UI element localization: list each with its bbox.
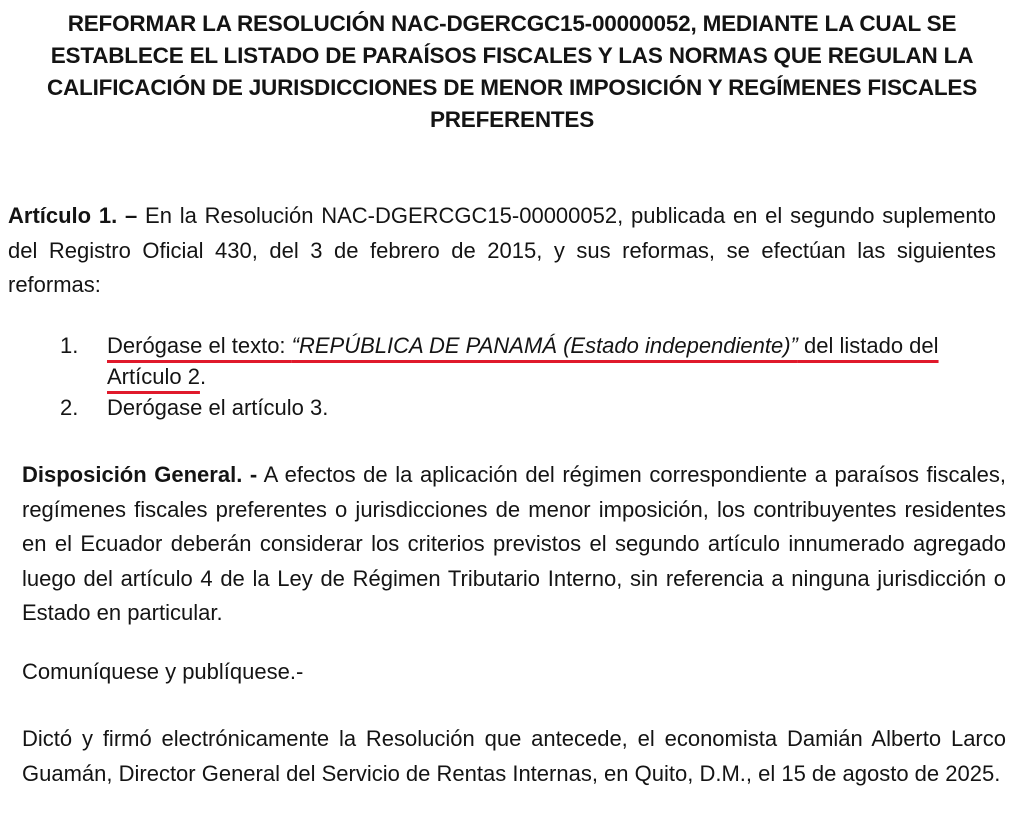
article-1-text: En la Resolución NAC-DGERCGC15-00000052, publicada en el segundo suplemento del Registro Oficial 430, del 3 de febrero de 2015, y sus reformas, se efectúan las siguientes reformas: [8, 203, 997, 297]
list-item [60, 330, 1005, 392]
signature-paragraph: Dictó y firmó electrónicamente la Resolución que antecede, el economista Damián Alberto Larco Guamán, Director General del Servicio de Rentas Internas, en Quito, D.M., el 15 de agosto de 2025. [22, 726, 1006, 786]
list-item-number: 2. [60, 395, 79, 420]
closing-line: Comuníquese y publíquese.- [22, 659, 304, 684]
general-provision-paragraph [22, 458, 1006, 631]
list-item [60, 392, 1005, 423]
highlighted-reform-text [107, 333, 939, 389]
reform-2-text: Derógase el artículo 3. [107, 395, 329, 420]
reforms-list [60, 330, 1005, 423]
reform-1-trailing: . [199, 364, 207, 389]
reform-1-text-after: del listado del Artículo 2 [107, 333, 939, 389]
article-1-paragraph [8, 199, 996, 303]
general-provision-text: A efectos de la aplicación del régimen correspondiente a paraísos fiscales, regímenes fiscales preferentes o jurisdicciones de menor imposición, los contribuyentes residentes en el Ecuador deberán considerar los criterios previstos el segundo artículo innumerado agregado luego del artículo 4 de la Ley de Régimen Tributario Interno, sin referencia a ninguna jurisdicción o Estado en particular. [22, 462, 1006, 625]
list-item-number: 1. [60, 333, 79, 358]
article-1-heading: Artículo 1. – [8, 203, 138, 228]
reform-1-quoted-text: “REPÚBLICA DE PANAMÁ (Estado independiente)” [291, 333, 798, 358]
general-provision-heading: Disposición General. - [22, 462, 258, 487]
reform-1-text-before: Derógase el texto: [107, 333, 292, 358]
resolution-title: REFORMAR LA RESOLUCIÓN NAC-DGERCGC15-00000052, MEDIANTE LA CUAL SE ESTABLECE EL LISTADO DE PARAÍSOS FISCALES Y LAS NORMAS QUE REGULAN LA CALIFICACIÓN DE JURISDICCIONES DE MENOR IMPOSICIÓN Y REGÍMENES FISCALES PREFERENTES [46, 11, 978, 132]
